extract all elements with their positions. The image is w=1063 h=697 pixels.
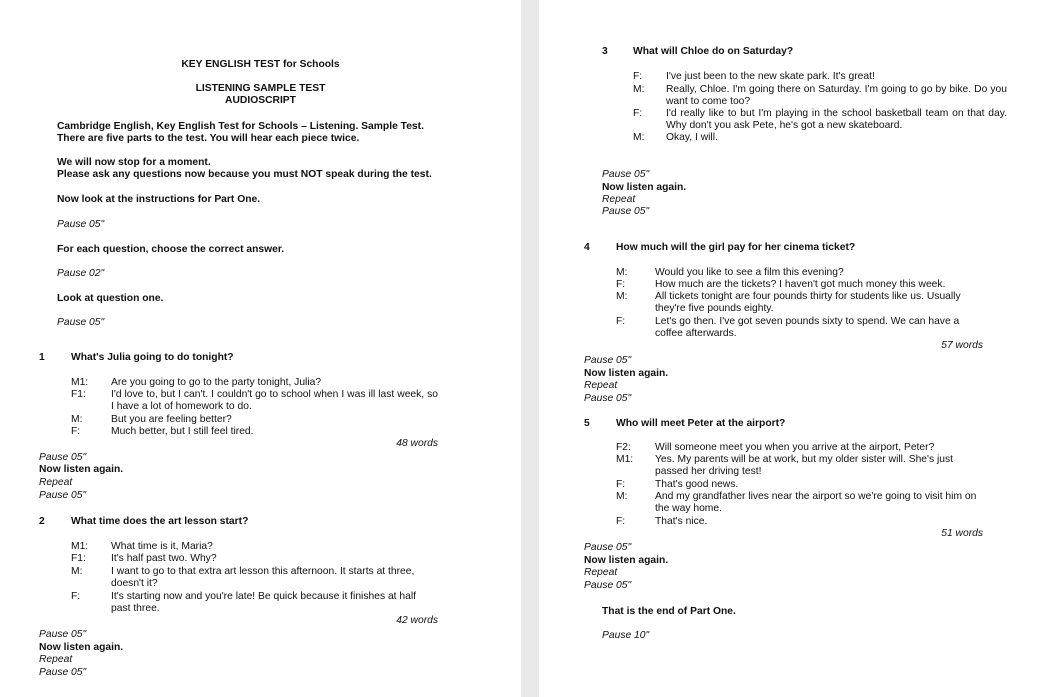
speaker-label: M: bbox=[633, 132, 645, 143]
speaker-label: F: bbox=[71, 426, 81, 437]
question-number: 3 bbox=[602, 46, 608, 57]
question-text: Who will meet Peter at the airport? bbox=[616, 418, 786, 429]
dialogue-line: It's half past two. Why? bbox=[111, 553, 217, 564]
dialogue-line: Really, Chloe. I'm going there on Saturday. I'm going to go by bike. Do you want to come too? bbox=[666, 84, 1007, 107]
dialogue-line: Yes. My parents will be at work, but my older sister will. She's just passed her driving test! bbox=[655, 454, 954, 477]
speaker-label: M: bbox=[616, 267, 628, 278]
repeat-note: Repeat bbox=[602, 194, 636, 205]
question-number: 2 bbox=[39, 516, 45, 527]
speaker-label: F: bbox=[633, 108, 643, 119]
pause-note: Pause 05" bbox=[584, 355, 632, 366]
pause-note: Pause 05" bbox=[584, 542, 632, 553]
dialogue-line: I'd love to, but I can't. I couldn't go to school when I was ill last week, so I have a lot of homework to do. bbox=[111, 389, 438, 412]
word-count: 57 words bbox=[941, 340, 983, 351]
dialogue-line: Okay, I will. bbox=[666, 132, 718, 143]
word-count: 42 words bbox=[396, 615, 438, 626]
speaker-label: F1: bbox=[71, 389, 86, 400]
question-text: How much will the girl pay for her cinema ticket? bbox=[616, 242, 856, 253]
speaker-label: M1: bbox=[616, 454, 634, 465]
speaker-label: M1: bbox=[71, 377, 89, 388]
speaker-label: F2: bbox=[616, 442, 631, 453]
repeat-note: Repeat bbox=[584, 567, 618, 578]
dialogue-line: I've just been to the new skate park. It's great! bbox=[666, 71, 875, 82]
speaker-label: M: bbox=[633, 84, 645, 95]
dialogue-line: And my grandfather lives near the airport so we're going to visit him on the way home. bbox=[655, 491, 977, 514]
pause-note: Pause 05" bbox=[39, 452, 87, 463]
instructions-line: Now look at the instructions for Part One. bbox=[57, 194, 261, 205]
listen-again: Now listen again. bbox=[39, 642, 124, 653]
dialogue-line: What time is it, Maria? bbox=[111, 541, 213, 552]
pause-note: Pause 05" bbox=[602, 169, 650, 180]
pause-note: Pause 05" bbox=[57, 219, 105, 230]
question-text: What time does the art lesson start? bbox=[71, 516, 249, 527]
intro-line-2: There are five parts to the test. You will hear each piece twice. bbox=[57, 133, 360, 144]
dialogue-line: But you are feeling better? bbox=[111, 414, 232, 425]
doc-subtitle-audioscript: AUDIOSCRIPT bbox=[225, 95, 296, 106]
listen-again: Now listen again. bbox=[584, 555, 669, 566]
doc-subtitle-listening: LISTENING SAMPLE TEST bbox=[195, 83, 326, 94]
speaker-label: F: bbox=[616, 279, 626, 290]
dialogue-line: How much are the tickets? I haven't got much money this week. bbox=[655, 279, 946, 290]
speaker-label: F: bbox=[616, 316, 626, 327]
pause-note: Pause 05" bbox=[602, 206, 650, 217]
right-page bbox=[539, 0, 1063, 697]
dialogue-line: Let's go then. I've got seven pounds sixty to spend. We can have a coffee afterwards. bbox=[655, 316, 960, 339]
repeat-note: Repeat bbox=[39, 477, 73, 488]
speaker-label: M: bbox=[71, 414, 83, 425]
pause-note: Pause 05" bbox=[39, 629, 87, 640]
speaker-label: F: bbox=[616, 516, 626, 527]
pause-note: Pause 05" bbox=[584, 393, 632, 404]
dialogue-line: Are you going to go to the party tonight, Julia? bbox=[111, 377, 322, 388]
choose-line: For each question, choose the correct answer. bbox=[57, 244, 285, 255]
pause-note: Pause 05" bbox=[39, 667, 87, 678]
dialogue-line: That's good news. bbox=[655, 479, 739, 490]
pause-note: Pause 05" bbox=[584, 580, 632, 591]
look-line: Look at question one. bbox=[57, 293, 164, 304]
dialogue-line: Would you like to see a film this evening? bbox=[655, 267, 844, 278]
pause-note: Pause 05" bbox=[39, 490, 87, 501]
question-number: 5 bbox=[584, 418, 590, 429]
question-text: What's Julia going to do tonight? bbox=[71, 352, 234, 363]
question-text: What will Chloe do on Saturday? bbox=[633, 46, 794, 57]
stop-line-1: We will now stop for a moment. bbox=[57, 157, 211, 168]
stop-line-2: Please ask any questions now because you must NOT speak during the test. bbox=[57, 169, 432, 180]
pause-note: Pause 10" bbox=[602, 630, 650, 641]
pause-note: Pause 05" bbox=[57, 317, 105, 328]
repeat-note: Repeat bbox=[39, 654, 73, 665]
speaker-label: F1: bbox=[71, 553, 86, 564]
question-number: 4 bbox=[584, 242, 590, 253]
speaker-label: F: bbox=[633, 71, 643, 82]
speaker-label: M1: bbox=[71, 541, 89, 552]
dialogue-line: I'd really like to but I'm playing in the school basketball team on that day. Why don't you ask Pete, he's got a new skateboard. bbox=[666, 108, 1007, 131]
repeat-note: Repeat bbox=[584, 380, 618, 391]
listen-again: Now listen again. bbox=[584, 368, 669, 379]
dialogue-line: Will someone meet you when you arrive at the airport, Peter? bbox=[655, 442, 935, 453]
dialogue-line: It's starting now and you're late! Be quick because it finishes at half past three. bbox=[111, 591, 417, 614]
dialogue-line: Much better, but I still feel tired. bbox=[111, 426, 254, 437]
question-number: 1 bbox=[39, 352, 45, 363]
end-of-part: That is the end of Part One. bbox=[602, 606, 736, 617]
listen-again: Now listen again. bbox=[39, 464, 124, 475]
word-count: 51 words bbox=[941, 528, 983, 539]
pause-note: Pause 02" bbox=[57, 268, 105, 279]
dialogue-line: That's nice. bbox=[655, 516, 708, 527]
speaker-label: F: bbox=[616, 479, 626, 490]
speaker-label: F: bbox=[71, 591, 81, 602]
doc-title: KEY ENGLISH TEST for Schools bbox=[181, 59, 340, 70]
intro-line-1: Cambridge English, Key English Test for Schools – Listening. Sample Test. bbox=[57, 121, 424, 132]
dialogue-line: I want to go to that extra art lesson this afternoon. It starts at three, doesn't it? bbox=[111, 566, 415, 589]
word-count: 48 words bbox=[396, 438, 438, 449]
dialogue-line: All tickets tonight are four pounds thirty for students like us. Usually they're five pounds eighty. bbox=[655, 291, 961, 314]
speaker-label: M: bbox=[616, 291, 628, 302]
left-page bbox=[0, 0, 521, 697]
listen-again: Now listen again. bbox=[602, 182, 687, 193]
speaker-label: M: bbox=[71, 566, 83, 577]
speaker-label: M: bbox=[616, 491, 628, 502]
